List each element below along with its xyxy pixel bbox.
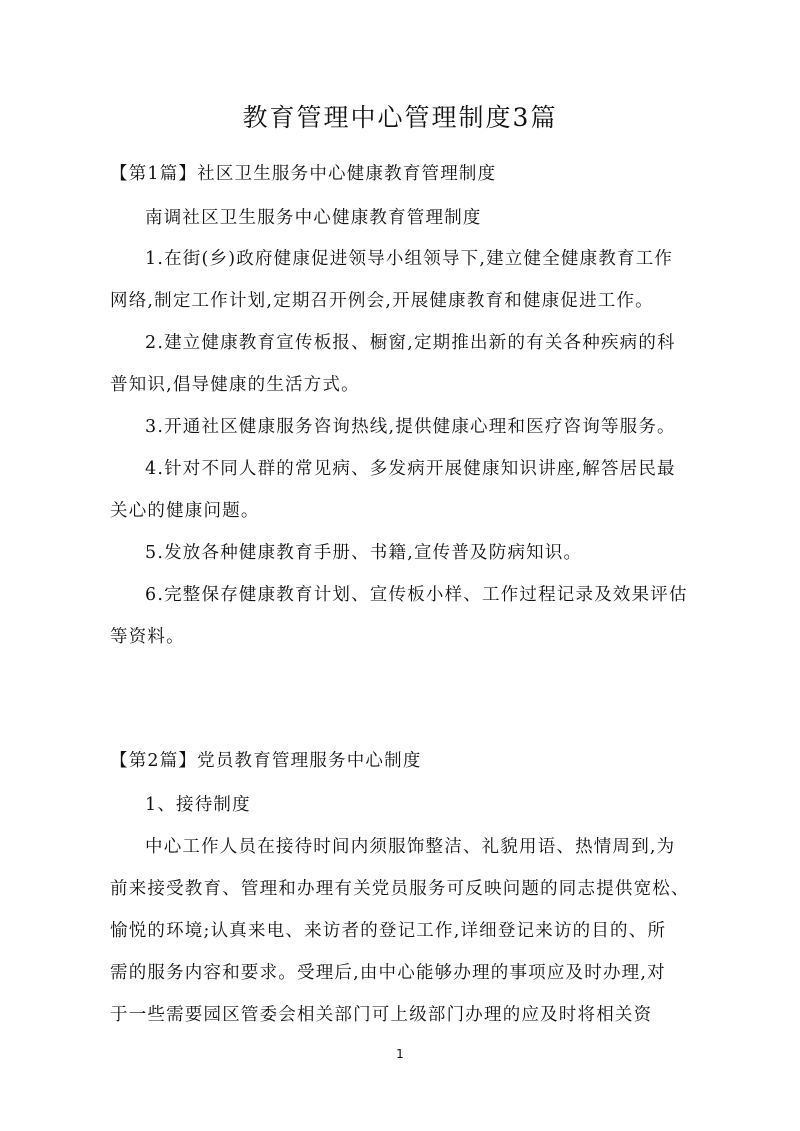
section-heading-1: 【第1篇】社区卫生服务中心健康教育管理制度 xyxy=(110,164,497,184)
paragraph-line: 前来接受教育、管理和办理有关党员服务可反映问题的同志提供宽松、 xyxy=(110,879,690,899)
paragraph-line: 中心工作人员在接待时间内须服饰整洁、礼貌用语、热情周到,为 xyxy=(145,837,676,857)
paragraph-line: 1.在街(乡)政府健康促进领导小组领导下,建立健全健康教育工作 xyxy=(145,249,674,269)
paragraph-line: 5.发放各种健康教育手册、书籍,宣传普及防病知识。 xyxy=(145,543,583,563)
paragraph-line: 4.针对不同人群的常见病、多发病开展健康知识讲座,解答居民最 xyxy=(145,459,676,479)
paragraph-line: 需的服务内容和要求。受理后,由中心能够办理的事项应及时办理,对 xyxy=(110,963,666,983)
paragraph-line: 1、接待制度 xyxy=(145,795,251,815)
paragraph-line: 南调社区卫生服务中心健康教育管理制度 xyxy=(145,208,482,228)
paragraph-line: 愉悦的环境;认真来电、来访者的登记工作,详细登记来访的目的、所 xyxy=(110,921,667,941)
paragraph-line: 关心的健康问题。 xyxy=(110,501,260,521)
page-number: 1 xyxy=(396,1047,404,1061)
section-heading-2: 【第2篇】党员教育管理服务中心制度 xyxy=(110,751,422,771)
paragraph-line: 于一些需要园区管委会相关部门可上级部门办理的应及时将相关资 xyxy=(110,1005,653,1025)
paragraph-line: 普知识,倡导健康的生活方式。 xyxy=(110,375,360,395)
document-title: 教育管理中心管理制度3篇 xyxy=(242,103,558,132)
paragraph-line: 3.开通社区健康服务咨询热线,提供健康心理和医疗咨询等服务。 xyxy=(145,417,676,437)
paragraph-line: 等资料。 xyxy=(110,627,185,647)
paragraph-line: 2.建立健康教育宣传板报、橱窗,定期推出新的有关各种疾病的科 xyxy=(145,333,676,353)
paragraph-line: 6.完整保存健康教育计划、宣传板小样、工作过程记录及效果评估 xyxy=(145,585,688,605)
paragraph-line: 网络,制定工作计划,定期召开例会,开展健康教育和健康促进工作。 xyxy=(110,291,654,311)
